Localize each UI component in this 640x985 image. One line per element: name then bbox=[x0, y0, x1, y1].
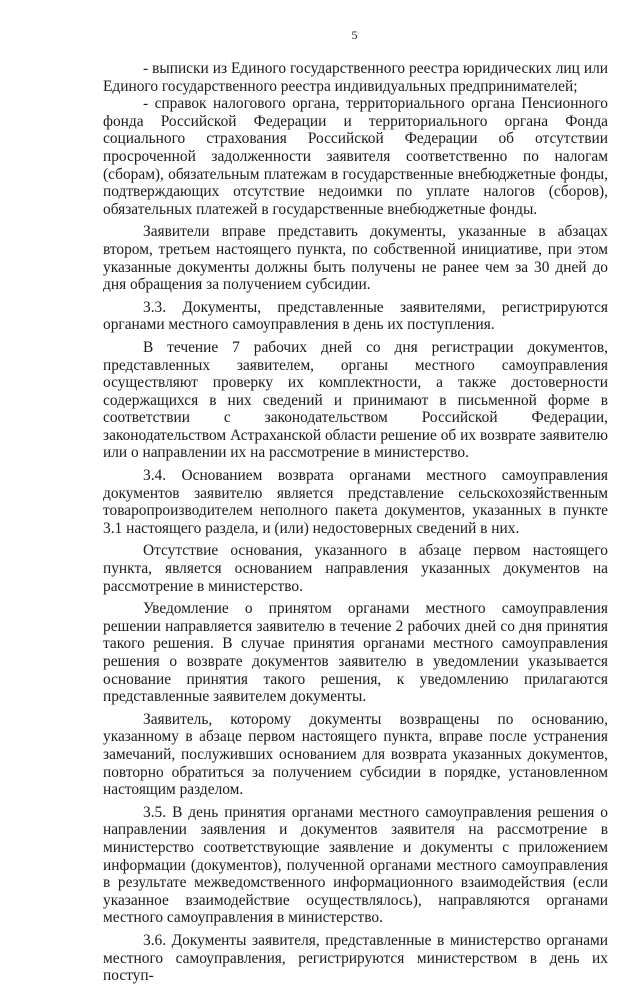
page-number: 5 bbox=[351, 28, 358, 42]
paragraph-extract-registry: - выписки из Единого государственного реестра юридических лиц или Единого государственного реестра индивидуальных предпринимателей; bbox=[103, 60, 608, 95]
paragraph-3-4: 3.4. Основанием возврата органами местного самоуправления документов заявителю является представление сельскохозяйственным товаропроизводителем неполного пакета документов, указанных в пункте 3.1 настоящего раздела, и (или) недостоверных сведений в них. bbox=[103, 467, 608, 537]
paragraph-no-grounds: Отсутствие основания, указанного в абзаце первом настоящего пункта, является основанием направления указанных документов на рассмотрение в министерство. bbox=[103, 542, 608, 595]
paragraph-3-6: 3.6. Документы заявителя, представленные в министерство органами местного самоуправления, регистрируются министерством в день их поступ- bbox=[103, 931, 608, 985]
paragraph-notification: Уведомление о принятом органами местного самоуправления решении направляется заявителю в течение 2 рабочих дней со дня принятия такого решения. В случае принятия органами местного самоуправления решения о возврате документов заявителю в уведомлении указывается основание принятия такого решения, к уведомлению прилагаются представленные заявителем документы. bbox=[103, 600, 608, 706]
paragraph-own-initiative: Заявители вправе представить документы, указанные в абзацах втором, третьем настоящего пункта, по собственной инициативе, при этом указанные документы должны быть получены не ранее чем за 30 дней до дня обращения за получением субсидии. bbox=[103, 223, 608, 294]
paragraph-3-3: 3.3. Документы, представленные заявителями, регистрируются органами местного самоуправления в день их поступления. bbox=[103, 298, 608, 334]
paragraph-resubmission: Заявитель, которому документы возвращены по основанию, указанному в абзаце первом настоящего пункта, вправе после устранения замечаний, послуживших основанием для возврата указанных документов, повторно обратиться за получением субсидии в порядке, установленном настоящим разделом. bbox=[103, 710, 608, 799]
paragraph-tax-certificates: - справок налогового органа, территориального органа Пенсионного фонда Российской Федерации и территориального органа Фонда социального страхования Российской Федерации об отсутствии просроченной задолженности заявителя соответственно по налогам (сборам), обязательным платежам в государственные внебюджетные фонды, подтверждающих отсутствие недоимки по уплате налогов (сборов), обязательных платежей в государственные внебюджетные фонды. bbox=[103, 95, 608, 218]
paragraph-3-5: 3.5. В день принятия органами местного самоуправления решения о направлении заявления и документов заявителя на рассмотрение в министерство соответствующие заявление и документы с приложением информации (документов), полученной органами местного самоуправления в результате межведомственного информационного взаимодействия (если указанное взаимодействие осуществлялось), направляются органами местного самоуправления в министерство. bbox=[103, 803, 608, 927]
paragraph-review-7-days: В течение 7 рабочих дней со дня регистрации документов, представленных заявителем, органы местного самоуправления осуществляют проверку их комплектности, а также достоверности содержащихся в них сведений и принимают в письменной форме в соответствии с законодательством Российской Федерации, законодательством Астраханской области решение об их возврате заявителю или о направлении их на рассмотрение в министерство. bbox=[103, 338, 608, 462]
